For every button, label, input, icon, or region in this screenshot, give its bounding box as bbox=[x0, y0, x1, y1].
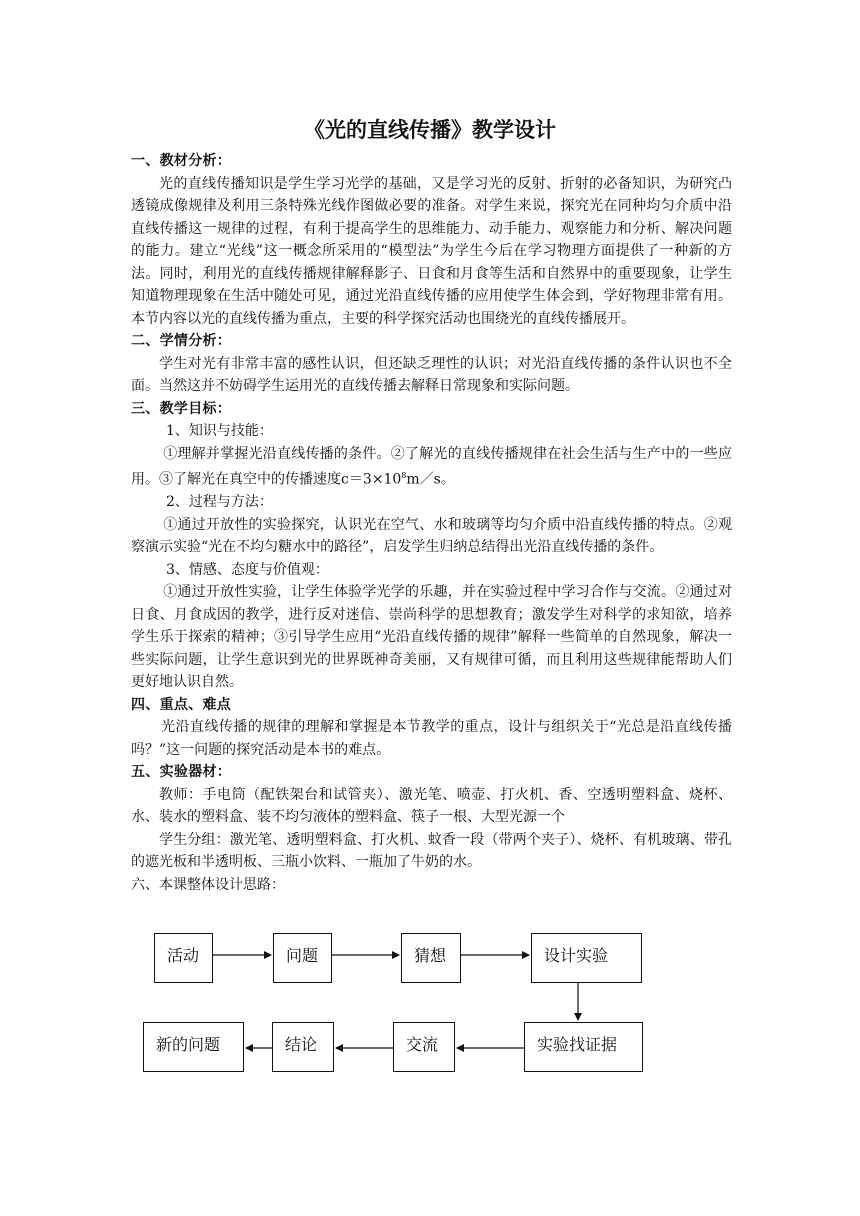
section-heading-students: 二、学情分析： bbox=[131, 333, 232, 349]
flow-box-new-question: 新的问题 bbox=[143, 1022, 244, 1072]
flow-box-question: 问题 bbox=[273, 933, 332, 983]
flow-box-activity: 活动 bbox=[154, 933, 213, 983]
flow-box-evidence: 实验找证据 bbox=[524, 1022, 643, 1072]
document-title: 《光的直线传播》教学设计 bbox=[304, 118, 556, 142]
section-paragraph-materials: 光的直线传播知识是学生学习光学的基础，又是学习光的反射、折射的必备知识，为研究凸透镜成像规律及利用三条特殊光线作图做必要的准备。对学生来说，探究光在同种均匀介质中沿直线传播这一规律的过程，有利于提高学生的思维能力、动手能力、观察能力和分析、解决问题的能力。建立“光线”这一概念所采用的“模型法”为学生今后在学习物理方面提供了一种新的方法。同时，利用光的直线传播规律解释影子、日食和月食等生活和自然界中的重要现象，让学生知道物理现象在生活中随处可见，通过光沿直线传播的应用使学生体会到，学好物理非常有用。本节内容以光的直线传播为重点，主要的科学探究活动也围绕光的直线传播展开。 bbox=[131, 175, 732, 327]
goal-subheading-process: 2、过程与方法： bbox=[166, 494, 273, 511]
section-heading-materials: 一、教材分析： bbox=[131, 153, 232, 169]
section-paragraph-students: 学生对光有非常丰富的感性认识，但还缺乏理性的认识；对光沿直线传播的条件认识也不全面。当然这并不妨碍学生运用光的直线传播去解释日常现象和实际问题。 bbox=[131, 355, 732, 394]
flow-box-conclusion: 结论 bbox=[272, 1022, 334, 1072]
equipment-students: 学生分组：激光笔、透明塑料盒、打火机、蚊香一段（带两个夹子）、烧杯、有机玻璃、带孔的遮光板和半透明板、三瓶小饮料、一瓶加了牛奶的水。 bbox=[131, 831, 732, 871]
section-heading-design: 六、本课整体设计思路： bbox=[131, 876, 285, 893]
goal-subheading-attitude: 3、情感、态度与价值观： bbox=[166, 561, 329, 578]
section-heading-goals: 三、教学目标： bbox=[131, 400, 232, 417]
flow-box-hypothesis: 猜想 bbox=[401, 933, 461, 983]
exponent: 8 bbox=[401, 471, 407, 480]
section-paragraph-focus: 光沿直线传播的规律的理解和掌握是本节教学的重点，设计与组织关于“光总是沿直线传播吗？”这一问题的探究活动是本书的难点。 bbox=[131, 719, 732, 758]
section-heading-equipment: 五、实验器材： bbox=[131, 764, 232, 781]
flow-box-communication: 交流 bbox=[393, 1022, 455, 1072]
goal-paragraph-attitude: ①通过开放性实验，让学生体验学光学的乐趣，并在实验过程中学习合作与交流。②通过对日食、月食成因的教学，进行反对迷信、崇尚科学的思想教育；激发学生对科学的求知欲，培养学生乐于探索的精神；③引导学生应用“光沿直线传播的规律”解释一些简单的自然现象，解决一些实际问题，让学生意识到光的世界既神奇美丽，又有规律可循，而且利用这些规律能帮助人们更好地认识自然。 bbox=[131, 584, 732, 691]
flow-box-design-experiment: 设计实验 bbox=[531, 933, 642, 983]
section-heading-focus: 四、重点、难点 bbox=[131, 696, 232, 713]
goal-subheading-knowledge: 1、知识与技能： bbox=[166, 423, 273, 439]
equipment-teacher: 教师：手电筒（配铁架台和试管夹）、激光笔、喷壶、打火机、香、空透明塑料盒、烧杯、水、装水的塑料盒、装不均匀液体的塑料盒、筷子一根、大型光源一个 bbox=[131, 786, 732, 826]
goal-knowledge-text: ①理解并掌握光沿直线传播的条件。②了解光的直线传播规律在社会生活与生产中的一些应用。③了解光在真空中的传播速度c＝3×10 bbox=[131, 445, 732, 488]
goal-paragraph-process: ①通过开放性的实验探究，认识光在空气、水和玻璃等均匀介质中沿直线传播的特点。②观察演示实验“光在不均匀糖水中的路径”，启发学生归纳总结得出光沿直线传播的条件。 bbox=[131, 516, 732, 556]
goal-knowledge-unit: m／s。 bbox=[406, 471, 455, 488]
